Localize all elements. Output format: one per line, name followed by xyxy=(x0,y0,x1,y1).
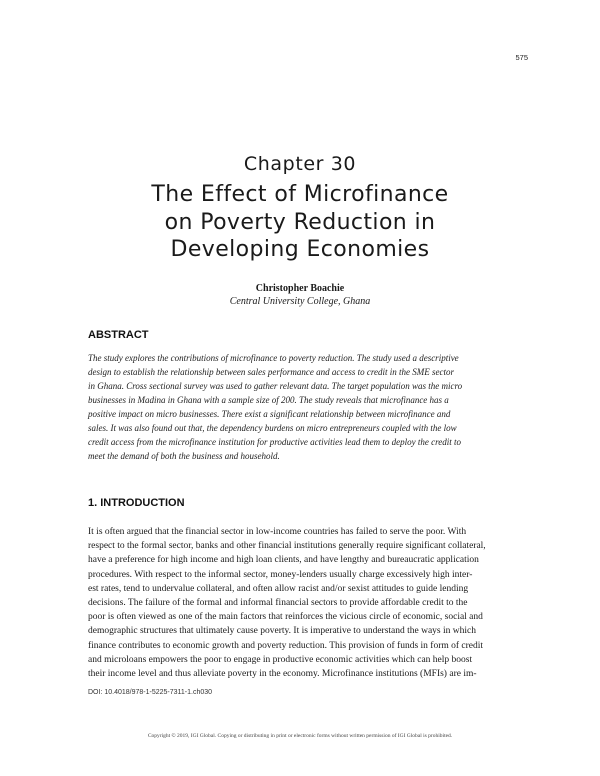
title-line: The Effect of Microfinance xyxy=(151,182,449,207)
chapter-title xyxy=(0,181,600,264)
abstract-line: sales. It was also found out that, the dependency burdens on micro entrepreneurs coupled with the low xyxy=(88,423,457,433)
abstract-line: design to establish the relationship between sales performance and access to credit in the SME sector xyxy=(88,367,455,377)
author-name: Christopher Boachie xyxy=(255,283,345,294)
abstract-heading: ABSTRACT xyxy=(88,329,149,341)
intro-line: poor is often viewed as one of the main factors that reinforces the vicious circle of economic, social and xyxy=(88,612,483,623)
copyright-notice: Copyright © 2019, IGI Global. Copying or distributing in print or electronic forms without written permission of IGI Global is prohibited. xyxy=(147,733,453,739)
intro-line: respect to the formal sector, banks and other financial institutions generally require significant collateral, xyxy=(88,541,486,552)
intro-line: finance contributes to economic growth and poverty reduction. This provision of funds in form of credit xyxy=(88,640,484,651)
abstract-line: The study explores the contributions of microfinance to poverty reduction. The study used a descriptive xyxy=(88,353,459,363)
title-line: on Poverty Reduction in xyxy=(164,209,436,235)
introduction-body xyxy=(88,525,512,681)
abstract-body xyxy=(88,351,512,463)
abstract-line: in Ghana. Cross sectional survey was used to gather relevant data. The target population was the micro xyxy=(88,381,463,391)
title-line: Developing Economies xyxy=(170,237,430,262)
page-number: 575 xyxy=(515,53,528,62)
abstract-line: credit access from the microfinance institution for productive activities lead them to deploy the credit to xyxy=(88,437,461,447)
chapter-label: Chapter 30 xyxy=(243,153,357,175)
intro-line: decisions. The failure of the formal and informal financial sectors to provide affordable credit to the xyxy=(88,598,468,609)
introduction-heading: 1. INTRODUCTION xyxy=(88,497,185,509)
abstract-line: businesses in Madina in Ghana with a sample size of 200. The study reveals that microfinance has a xyxy=(88,395,449,405)
abstract-line: meet the demand of both the business and household. xyxy=(88,451,280,461)
intro-line: It is often argued that the financial sector in low-income countries has failed to serve the poor. With xyxy=(88,527,467,537)
intro-line: their income level and thus alleviate poverty in the economy. Microfinance institutions (MFIs) are im- xyxy=(88,669,477,680)
intro-line: est rates, tend to undervalue collateral, and often allow racist and/or sexist attitudes to guide lending xyxy=(88,583,469,594)
intro-line: and microloans empowers the poor to engage in productive economic activities which can help boost xyxy=(88,654,473,665)
intro-line: have a preference for high income and high loan clients, and have lengthy and bureaucratic application xyxy=(88,555,479,566)
doi-reference: DOI: 10.4018/978-1-5225-7311-1.ch030 xyxy=(88,689,213,696)
intro-line: demographic structures that ultimately cause poverty. It is imperative to understand the ways in which xyxy=(88,626,476,637)
author-affiliation: Central University College, Ghana xyxy=(229,296,371,307)
intro-line: procedures. With respect to the informal sector, money-lenders usually charge excessively high inter- xyxy=(88,569,473,580)
abstract-line: positive impact on micro businesses. There exist a significant relationship between microfinance and xyxy=(88,409,451,419)
